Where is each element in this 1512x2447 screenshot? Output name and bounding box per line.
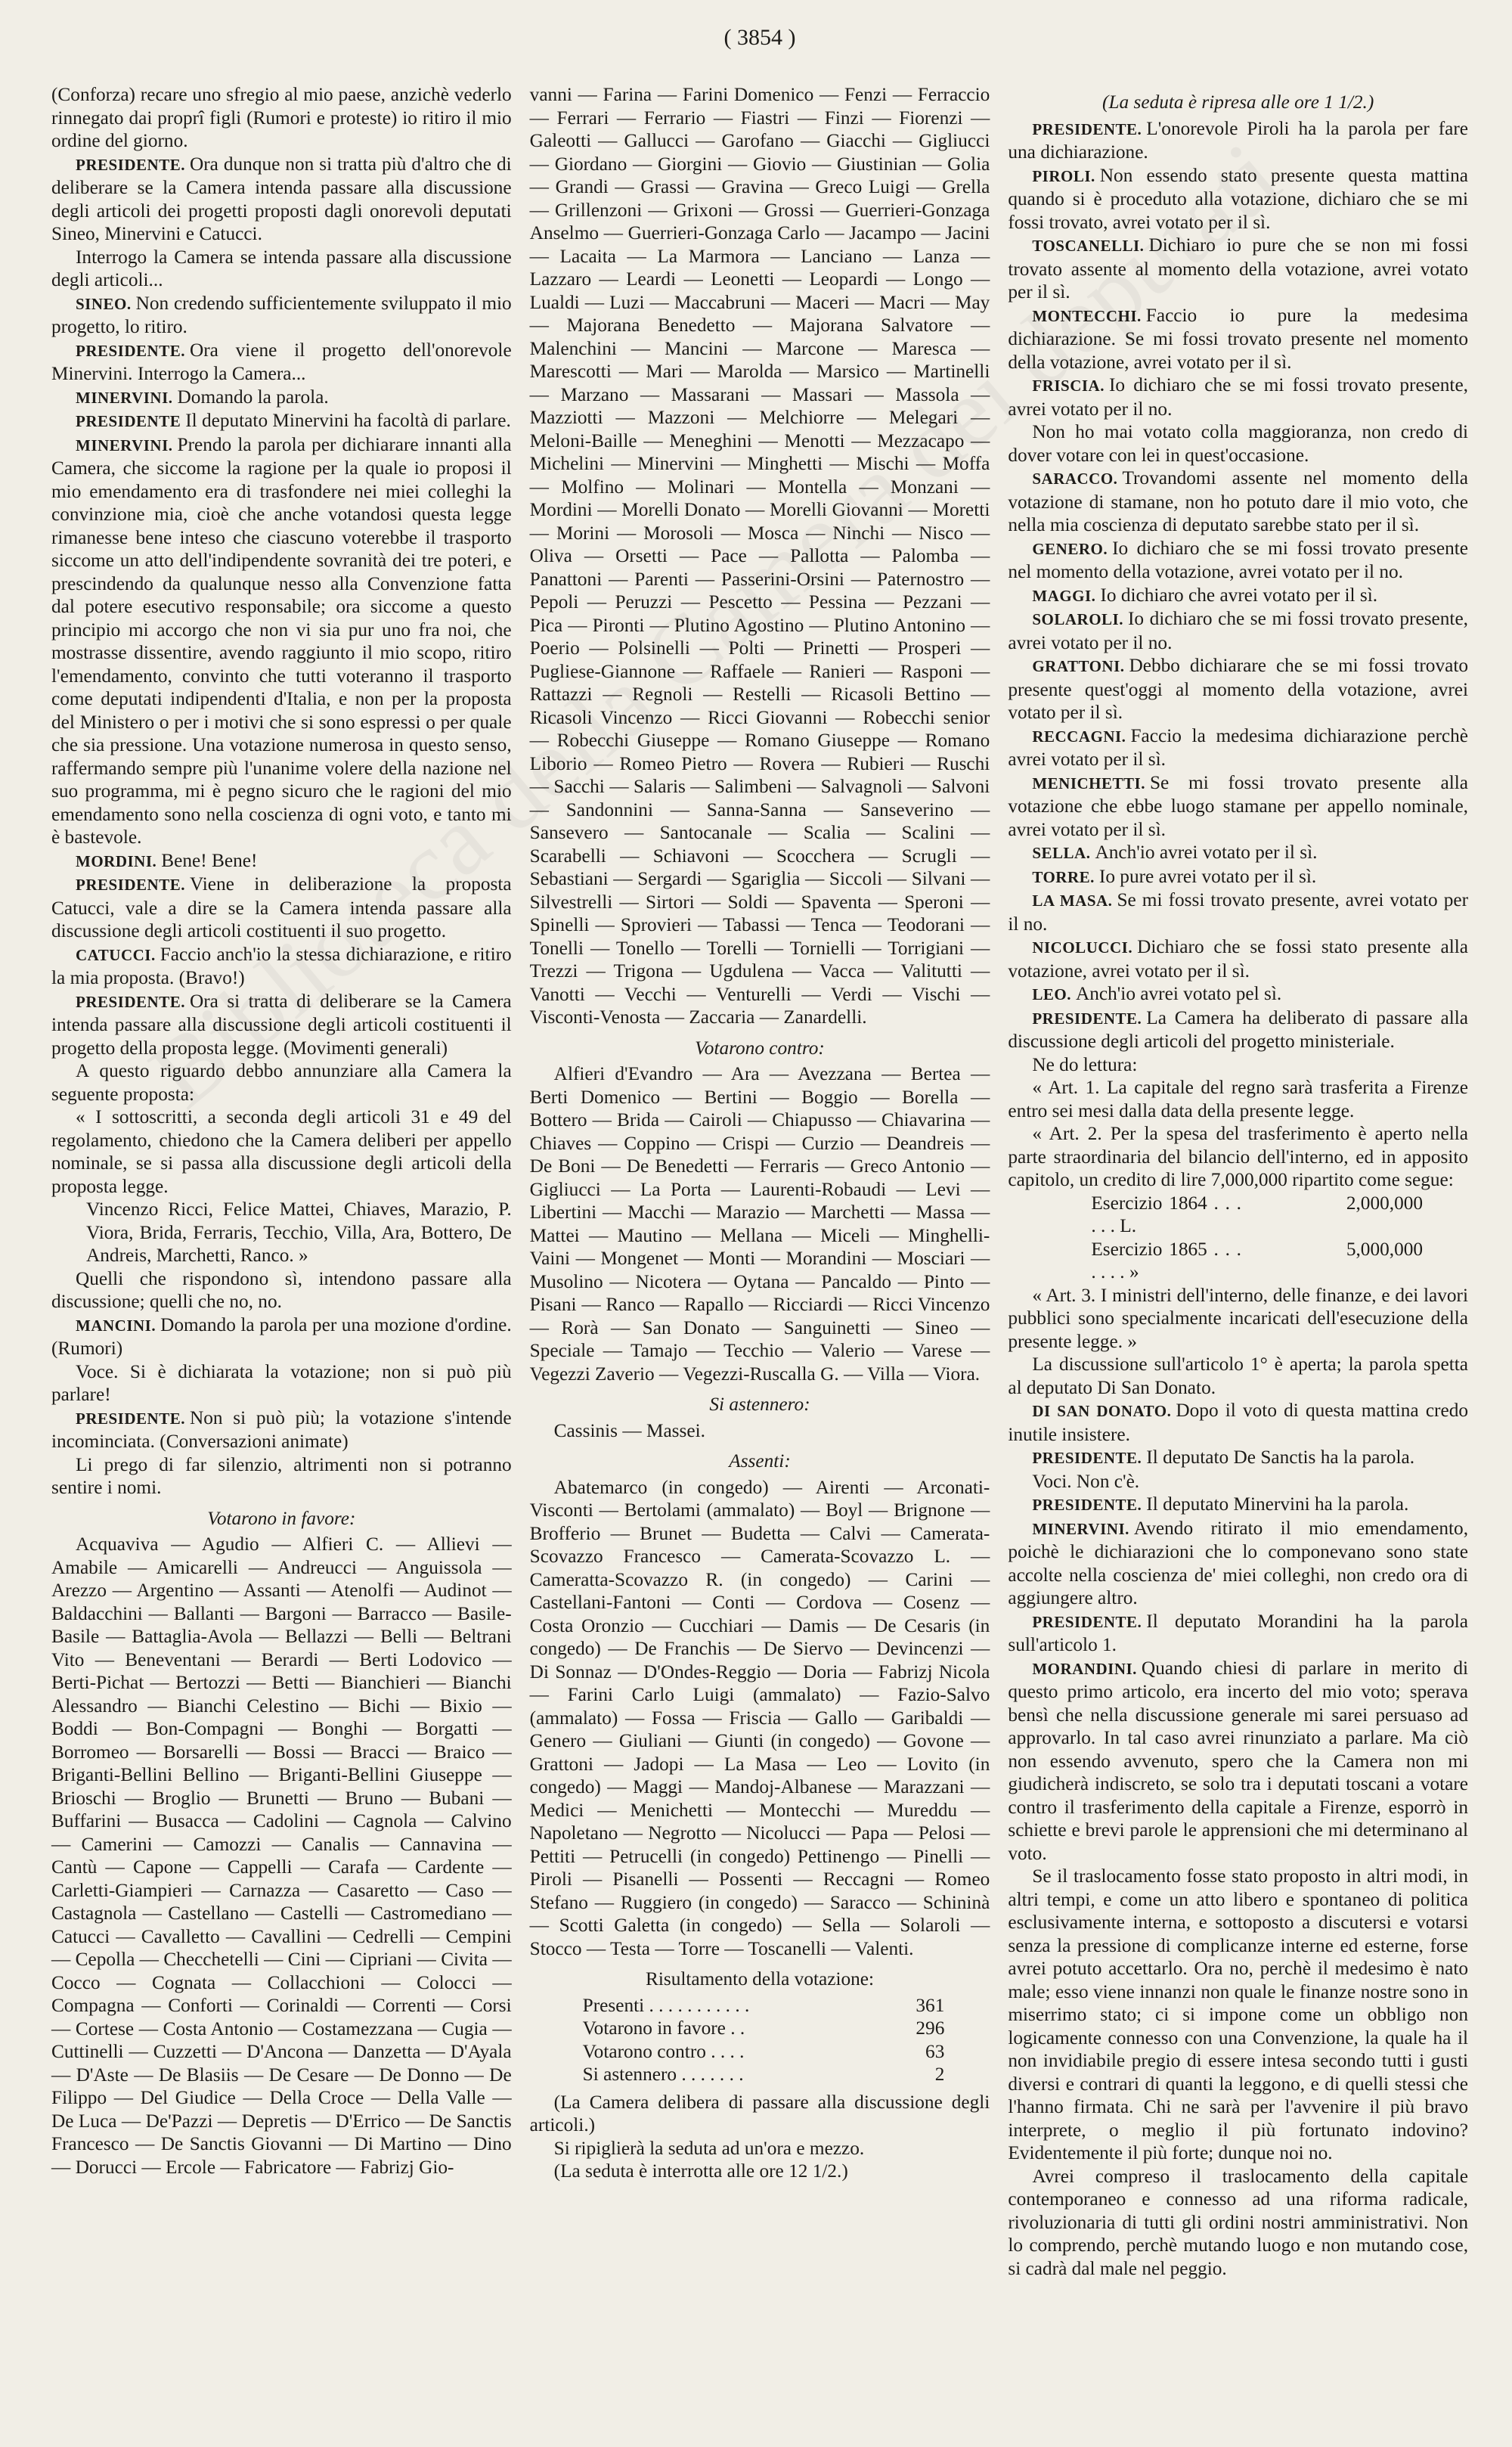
paragraph	[1008, 304, 1468, 374]
paragraph-text: vanni — Farina — Farini Domenico — Fenzi — Ferraccio — Ferrari — Ferrario — Fiastri — Finzi — Fiorenzi — Galeotti — Gallucci — Garofano — Giacchi — Gigliucci — Giordano — Giorgini — Giovio — Giustinian — Golia — Grandi — Grassi — Gravina — Greco Luigi — Grella — Grillenzoni — Grixoni — Grossi — Guerrieri-Gonzaga Anselmo — Guerrieri-Gonzaga Carlo — Jacampo — Jacini — Lacaita — La Marmora — Lanciano — Lanza — Lazzaro — Leardi — Leonetti — Leopardi — Longo — Lualdi — Luzi — Maccabruni — Maceri — Macri — May — Majorana Benedetto — Majorana Salvatore — Malenchini — Mancini — Marcone — Maresca — Marescotti — Mari — Marolda — Marsico — Martinelli — Marzano — Massarani — Massari — Massola — Mazziotti — Mazzoni — Melchiorre — Melegari — Meloni-Baille — Meneghini — Menotti — Mezzacapo — Michelini — Minervini — Minghetti — Mischi — Moffa — Molfino — Molinari — Montella — Monzani — Mordini — Morelli Donato — Morelli Giovanni — Moretti — Morini — Morosoli — Mosca — Ninchi — Nisco — Oliva — Orsetti — Pace — Pallotta — Palomba — Panattoni — Parenti — Passerini-Orsini — Paternostro — Pepoli — Peruzzi — Pescetto — Pessina — Pezzani — Pica — Pironti — Plutino Agostino — Plutino Antonino — Poerio — Polsinelli — Polti — Prinetti — Prosperi — Pugliese-Giannone — Raffaele — Ranieri — Rasponi — Rattazzi — Regnoli — Restelli — Ricasoli Bettino — Ricasoli Vincenzo — Ricci Giovanni — Robecchi senior — Robecchi Giuseppe — Romano Giuseppe — Romano Liborio — Romeo Pietro — Rovera — Rubieri — Ruschi — Sacchi — Salaris — Salimbeni — Salvagnoli — Salvoni — Sandonnini — Sanna-Sanna — Sanseverino — Sansevero — Santocanale — Scalia — Scalini — Scarabelli — Schiavoni — Scocchera — Scrugli — Sebastiani — Sergardi — Sgariglia — Siccoli — Silvani — Silvestrelli — Sirtori — Soldi — Spaventa — Speroni — Spinelli — Sprovieri — Tabassi — Tenca — Teodorani — Tonelli — Tonello — Torelli — Tornielli — Torrigiani — Trezzi — Trigona — Ugdulena — Vacca — Valitutti — Vanotti — Vecchi — Venturelli — Verdi — Vischi — Visconti-Venosta — Zaccaria — Zanardelli.	[529, 84, 990, 1028]
speaker-name: MINERVINI.	[76, 436, 173, 454]
paragraph	[1008, 935, 1468, 982]
paragraph-text: Non si può più; la votazione s'intende incominciata. (Conversazioni animate)	[51, 1406, 512, 1452]
column-middle	[530, 83, 990, 2280]
appropriation-label: Esercizio 1864 . . . . . . L.	[1091, 1192, 1242, 1236]
paragraph	[530, 1062, 990, 1385]
paragraph	[530, 2137, 990, 2160]
tally-label: Presenti . . . . . . . . . . .	[582, 1994, 750, 2016]
speaker-name: PRESIDENTE.	[1032, 119, 1142, 138]
paragraph-text: Dichiaro io pure che se non mi fossi trovato assente al momento della votazione, avrei votato per il sì.	[1008, 234, 1469, 302]
paragraph	[530, 1476, 990, 1961]
tally-title: Risultamento della votazione:	[645, 1968, 875, 1990]
speaker-name: MINERVINI.	[1032, 1519, 1129, 1538]
appropriation-amount: 5,000,000	[1346, 1238, 1424, 1260]
paragraph	[1008, 1076, 1468, 1122]
section-heading	[1008, 91, 1468, 114]
paragraph	[51, 153, 512, 246]
speaker-name: MORDINI.	[76, 851, 157, 870]
paragraph	[1008, 1610, 1468, 1657]
tally-value: 63	[925, 2040, 945, 2062]
paragraph	[51, 873, 512, 943]
paragraph-text: Non ho mai votato colla maggioranza, non credo di dover votare con lei in quest'occasione.	[1008, 421, 1469, 466]
paragraph-text: (Conforza) recare uno sfregio al mio paese, anzichè vederlo rinnegato dai proprî figli (Rumori e proteste) io ritiro il mio ordine del giorno.	[51, 84, 512, 151]
paragraph	[530, 83, 990, 1029]
paragraph-text: La discussione sull'articolo 1° è aperta; la parola spetta al deputato Di San Donato.	[1008, 1354, 1469, 1398]
speaker-name: PRESIDENTE	[76, 412, 181, 430]
paragraph	[51, 409, 512, 433]
paragraph-text: Ne do lettura:	[1032, 1053, 1138, 1075]
speaker-name: GRATTONI.	[1032, 657, 1125, 675]
paragraph	[51, 386, 512, 410]
paragraph	[1008, 164, 1468, 234]
paragraph	[1008, 724, 1468, 771]
paragraph-text: Alfieri d'Evandro — Ara — Avezzana — Bertea — Berti Domenico — Bertini — Boggio — Borella — Bottero — Brida — Cairoli — Chiapusso — Chiavarina — Chiaves — Coppino — Crispi — Curzio — Deandreis — De Boni — De Benedetti — Ferraris — Greco Antonio — Gigliucci — La Porta — Laurenti-Robaudi — Levi — Libertini — Macchi — Marazio — Marchetti — Massa — Mattei — Mautino — Mellana — Miceli — Minghelli-Vaini — Mongenet — Monti — Morandini — Mosciari — Musolino — Nicotera — Oytana — Pancaldo — Pinto — Pisani — Ranco — Rapallo — Ricciardi — Ricci Vincenzo — Rorà — San Donato — Sanguinetti — Sineo — Speciale — Tamajo — Tecchio — Valerio — Varese — Vegezzi Zaverio — Vegezzi-Ruscalla G. — Villa — Viora.	[529, 1063, 990, 1385]
paragraph-text: Si ripiglierà la seduta ad un'ora e mezzo.	[553, 2137, 865, 2159]
paragraph-text: Il deputato Minervini ha la parola.	[1146, 1493, 1409, 1515]
paragraph-text: Bene! Bene!	[161, 849, 258, 871]
speaker-name: MANCINI.	[76, 1316, 156, 1335]
paragraph	[1008, 865, 1468, 889]
column-left	[51, 83, 512, 2280]
paragraph-text: Debbo dichiarare che se mi fossi trovato presente quest'oggi al momento della votazione, avrei votato per il sì.	[1008, 655, 1469, 723]
tally-row	[530, 2040, 990, 2064]
appropriation-label: Esercizio 1865 . . . . . . . »	[1091, 1238, 1242, 1282]
paragraph-text: « Art. 2. Per la spesa del trasferimento è aperto nella parte straordinaria del bilancio dell'interno, ed in apposito capitolo, un credito di lire 7,000,000 ripartito come segue:	[1008, 1123, 1469, 1190]
speaker-name: SELLA.	[1032, 844, 1091, 862]
paragraph	[1008, 1493, 1468, 1517]
tally-row	[530, 2017, 990, 2040]
paragraph-text: Se mi fossi trovato presente alla votazione che ebbe luogo stamane per appello nominale, avrei votato per il sì.	[1008, 771, 1469, 840]
paragraph	[51, 943, 512, 990]
paragraph	[1008, 1053, 1468, 1077]
paragraph-text: L'onorevole Piroli ha la parola per fare una dichiarazione.	[1008, 117, 1469, 163]
paragraph	[1008, 374, 1468, 420]
paragraph	[1008, 1517, 1468, 1610]
paragraph-text: Il deputato Minervini ha facoltà di parlare.	[185, 410, 511, 431]
paragraph	[1008, 1353, 1468, 1399]
appropriation-row	[1008, 1238, 1468, 1284]
paragraph-text: Domando la parola per una mozione d'ordine. (Rumori)	[51, 1313, 512, 1359]
paragraph-text: Si astennero:	[709, 1394, 810, 1415]
paragraph	[1008, 420, 1468, 467]
paragraph	[51, 1198, 512, 1267]
tally-value: 296	[916, 2017, 945, 2039]
paragraph-text: (La Camera delibera di passare alla discussione degli articoli.)	[529, 2091, 990, 2135]
paragraph	[1008, 234, 1468, 304]
paragraph-text: Voci. Non c'è.	[1032, 1470, 1140, 1492]
speaker-name: MINERVINI.	[76, 388, 173, 407]
paragraph-text: Anch'io avrei votato per il sì.	[1095, 842, 1318, 863]
speaker-name: GENERO.	[1032, 539, 1108, 558]
speaker-name: PRESIDENTE.	[1032, 1612, 1142, 1631]
paragraph	[1008, 1470, 1468, 1493]
paragraph-text: Se mi fossi trovato presente, avrei votato per il no.	[1008, 889, 1469, 935]
paragraph-text: Quelli che rispondono sì, intendono passare alla discussione; quelli che no, no.	[51, 1267, 512, 1312]
tally-label: Votarono in favore . .	[582, 2017, 745, 2039]
paragraph-text: Interrogo la Camera se intenda passare alla discussione degli articoli...	[51, 246, 512, 290]
speaker-name: MAGGI.	[1032, 586, 1096, 605]
speaker-name: PRESIDENTE.	[76, 155, 185, 174]
paragraph-text: Io pure avrei votato per il sì.	[1098, 865, 1317, 887]
paragraph	[51, 1267, 512, 1313]
paragraph-text: Assenti:	[729, 1450, 791, 1472]
paragraph-text: A questo riguardo debbo annunziare alla Camera la seguente proposta:	[51, 1060, 512, 1105]
paragraph-text: La Camera ha deliberato di passare alla discussione degli articoli del progetto ministeriale.	[1008, 1006, 1469, 1052]
paragraph	[1008, 771, 1468, 842]
speaker-name: PRESIDENTE.	[1032, 1009, 1142, 1028]
paragraph	[51, 1453, 512, 1500]
tally-value: 361	[916, 1994, 945, 2016]
paragraph-text: Vincenzo Ricci, Felice Mattei, Chiaves, Marazio, P. Viora, Brida, Ferraris, Tecchio, Villa, Ara, Bottero, De Andreis, Marchetti, Ranco. »	[86, 1199, 512, 1266]
speaker-name: SOLAROLI.	[1032, 610, 1123, 628]
paragraph-text: Prendo la parola per dichiarare innanti alla Camera, che siccome la ragione per la quale io proposi il mio emendamento era di trasfondere nei miei colleghi la convinzione mia, cioè che anche votandosi questa legge rimanesse bene inteso che ciascuno voterebbe il trasporto siccome un atto dell'indipendente sovranità dei tre poteri, e prescindendo da qualunque nesso alla Convenzione fatta dal potere esecutivo responsabile; ora siccome a questo principio mi accorgo che non vi sia pur uno fra noi, che mostrasse dissentire, avendo raggiunto il mio scopo, ritiro l'emendamento, convinto che tutti voteranno il trasporto come deputati indipendenti d'Italia, e non per la proposta del Ministero o per i motivi che si sono espressi o per quale che sia pressione. Una votazione numerosa in questo senso, raffermando sempre più l'unanime volere della nazione nel suo programma, mi è pegno sicuro che le ragioni del mio emendamento sono nella coscienza di ogni voto, e tanto mi è bastevole.	[51, 433, 512, 848]
speaker-name: DI SAN DONATO.	[1032, 1402, 1172, 1420]
vote-tally	[530, 1968, 990, 2086]
paragraph	[1008, 1399, 1468, 1446]
paragraph-text: Dopo il voto di questa mattina credo inutile insistere.	[1008, 1400, 1468, 1445]
paragraph-text: Io dichiaro che se mi fossi trovato presente, avrei votato per il no.	[1008, 374, 1469, 420]
paragraph	[1008, 1122, 1468, 1192]
paragraph	[1008, 117, 1468, 164]
paragraph	[530, 2160, 990, 2183]
speaker-name: CATUCCI.	[76, 945, 156, 964]
paragraph	[1008, 607, 1468, 654]
paragraph	[1008, 982, 1468, 1006]
speaker-name: MENICHETTI.	[1032, 774, 1145, 792]
paragraph	[51, 433, 512, 849]
tally-value: 2	[934, 2064, 945, 2085]
paragraph-text: « Art. 1. La capitale del regno sarà trasferita a Firenze entro sei mesi dalla data della presente legge.	[1008, 1077, 1469, 1121]
paragraph-text: Viene in deliberazione la proposta Catucci, vale a dire se la Camera intenda passare alla discussione degli articoli costituenti il suo progetto.	[51, 873, 512, 941]
speaker-name: PIROLI.	[1032, 166, 1095, 185]
paragraph	[1008, 584, 1468, 608]
paragraph-text: (La seduta è ripresa alle ore 1 1/2.)	[1102, 91, 1374, 113]
paragraph	[51, 1406, 512, 1453]
speaker-name: PRESIDENTE.	[1032, 1449, 1142, 1467]
paragraph-text: « Art. 3. I ministri dell'interno, delle finanze, e dei lavori pubblici sono specialmente incaricati dell'esecuzione della presente legge. »	[1008, 1284, 1469, 1352]
text-columns	[51, 83, 1468, 2280]
section-heading	[530, 1393, 990, 1416]
paragraph	[1008, 841, 1468, 865]
speaker-name: SARACCO.	[1032, 470, 1118, 488]
paragraph-text: Ora si tratta di deliberare se la Camera intenda passare alla discussione degli articoli costituenti il progetto della proposta legge. (Movimenti generali)	[51, 990, 512, 1059]
speaker-name: TORRE.	[1032, 867, 1095, 886]
column-right	[1008, 83, 1468, 2280]
paragraph-text: Faccio anch'io la stessa dichiarazione, e ritiro la mia proposta. (Bravo!)	[51, 943, 512, 988]
paragraph-text: Io dichiaro che se mi fossi trovato presente nel momento della votazione, avrei votato per il no.	[1008, 537, 1469, 582]
paragraph	[51, 246, 512, 292]
paragraph	[1008, 1865, 1468, 2165]
paragraph-text: Votarono in favore:	[207, 1507, 356, 1529]
paragraph-text: Dichiaro che se fossi stato presente alla votazione, avrei votato per il sì.	[1008, 936, 1469, 982]
paragraph	[51, 849, 512, 873]
paragraph	[1008, 2165, 1468, 2281]
paragraph-text: Io dichiaro che se mi fossi trovato presente, avrei votato per il no.	[1008, 608, 1469, 653]
paragraph	[1008, 889, 1468, 935]
speaker-name: PRESIDENTE.	[76, 1409, 185, 1428]
paragraph	[51, 1059, 512, 1106]
speaker-name: RECCAGNI.	[1032, 727, 1126, 746]
paragraph-text: Avrei compreso il traslocamento della capitale contemporaneo e connesso ad una riforma radicale, rivoluzionaria di tutti gli ordini nostri amministrativi. Non lo comprendo, perchè mutando luogo e non mutando cose, si cadrà dal male nel peggio.	[1008, 2165, 1469, 2279]
speaker-name: MORANDINI.	[1032, 1659, 1137, 1678]
paragraph-text: Faccio io pure la medesima dichiarazione. Se mi fossi trovato presente nel momento della votazione, avrei votato per il sì.	[1008, 304, 1469, 373]
speaker-name: FRISCIA.	[1032, 377, 1105, 395]
paragraph	[530, 1419, 990, 1443]
tally-label: Si astennero . . . . . . .	[582, 2064, 744, 2085]
paragraph	[1008, 1006, 1468, 1053]
paragraph	[1008, 537, 1468, 584]
speaker-name: MONTECCHI.	[1032, 306, 1142, 325]
paragraph-text: Faccio la medesima dichiarazione perchè avrei votato per il sì.	[1008, 724, 1469, 770]
paragraph-text: Ora dunque non si tratta più d'altro che di deliberare se la Camera intenda passare alla discussione degli articoli dei progetti proposti dagli onorevoli deputati Sineo, Minervini e Catucci.	[51, 153, 512, 244]
speaker-name: LA MASA.	[1032, 892, 1113, 910]
paragraph-text: Abatemarco (in congedo) — Airenti — Arconati-Visconti — Bertolami (ammalato) — Boyl — Brignone — Brofferio — Brunet — Budetta — Calvi — Camerata-Scovazzo Francesco — Camerata-Scovazzo L. — Cameratta-Scovazzo R. (in congedo) — Carini — Castellani-Fantoni — Conti — Cordova — Cosenz — Costa Oronzio — Cucchiari — Damis — De Cesaris (in congedo) — De Franchis — De Siervo — Devincenzi — Di Sonnaz — D'Ondes-Reggio — Doria — Fabrizj Nicola — Farini Carlo Luigi (ammalato) — Fazio-Salvo (ammalato) — Fossa — Friscia — Gallo — Garibaldi — Genero — Giuliani — Giunti (in congedo) — Govone — Grattoni — Jadopi — La Masa — Leo — Lovito (in congedo) — Maggi — Mandoj-Albanese — Marazzani — Medici — Menichetti — Montecchi — Mureddu — Napoletano — Negrotto — Nicolucci — Papa — Pelosi — Pettiti — Petrucelli (in congedo) Pettinengo — Pinelli — Piroli — Pisanelli — Possenti — Reccagni — Romeo Stefano — Ruggiero (in congedo) — Saracco — Schininà — Scotti Galetta (in congedo) — Sella — Solaroli — Stocco — Testa — Torre — Toscanelli — Valenti.	[529, 1476, 990, 1959]
paragraph	[51, 1533, 512, 2179]
section-heading	[530, 1037, 990, 1060]
tally-row	[530, 1994, 990, 2017]
speaker-name: LEO.	[1032, 985, 1071, 1003]
paragraph-text: « I sottoscritti, a seconda degli articoli 31 e 49 del regolamento, chiedono che la Camera deliberi per appello nominale, se si passa alla discussione degli articoli della proposta legge.	[51, 1106, 512, 1197]
paragraph-text: Cassinis — Massei.	[553, 1419, 705, 1441]
speaker-name: TOSCANELLI.	[1032, 237, 1145, 255]
paragraph-text: Non credendo sufficientemente sviluppato il mio progetto, lo ritiro.	[51, 292, 512, 337]
paragraph	[1008, 1657, 1468, 1865]
paragraph-text: Il deputato De Sanctis ha la parola.	[1146, 1447, 1415, 1468]
paragraph-text: Io dichiaro che avrei votato per il sì.	[1100, 584, 1378, 606]
paragraph-text: Domando la parola.	[177, 386, 329, 408]
paragraph-text: Li prego di far silenzio, altrimenti non si potranno sentire i nomi.	[51, 1453, 512, 1498]
paragraph-text: Ora viene il progetto dell'onorevole Minervini. Interrogo la Camera...	[51, 339, 512, 384]
paragraph-text: Acquaviva — Agudio — Alfieri C. — Allievi — Amabile — Amicarelli — Andreucci — Anguissola — Arezzo — Argentino — Assanti — Atenolfi — Audinot — Baldacchini — Ballanti — Bargoni — Barracco — Basile-Basile — Battaglia-Avola — Bellazzi — Belli — Beltrani Vito — Beneventani — Berardi — Berti Lodovico — Berti-Pichat — Bertozzi — Betti — Bianchieri — Bianchi Alessandro — Bianchi Celestino — Bichi — Bixio — Boddi — Bon-Compagni — Bonghi — Borgatti — Borromeo — Borsarelli — Bossi — Bracci — Braico — Briganti-Bellini Bellino — Briganti-Bellini Giuseppe — Brioschi — Broglio — Brunetti — Bruno — Bubani — Buffarini — Busacca — Cadolini — Cagnola — Calvino — Camerini — Camozzi — Canalis — Cannavina — Cantù — Capone — Cappelli — Carafa — Cardente — Carletti-Giampieri — Carnazza — Casaretto — Caso — Castagnola — Castellano — Castelli — Castromediano — Catucci — Cavalletto — Cavallini — Cedrelli — Cempini — Cepolla — Checchetelli — Cini — Cipriani — Civita — Cocco — Cognata — Collacchioni — Colocci — Compagna — Conforti — Corinaldi — Correnti — Corsi — Cortese — Costa Antonio — Costamezzana — Cugia — Cuttinelli — Cuzzetti — D'Ancona — Danzetta — D'Ayala — D'Aste — De Blasiis — De Cesare — De Donno — De Filippo — Del Giudice — Della Croce — Della Valle — De Luca — De'Pazzi — Depretis — D'Errico — De Sanctis Francesco — De Sanctis Giovanni — Di Martino — Dino — Dorucci — Ercole — Fabricatore — Fabrizj Gio-	[51, 1534, 512, 2178]
paragraph	[1008, 1446, 1468, 1470]
paragraph	[51, 339, 512, 386]
paragraph	[1008, 654, 1468, 724]
speaker-name: SINEO.	[76, 294, 132, 313]
paragraph	[530, 2091, 990, 2137]
speaker-name: PRESIDENTE.	[1032, 1496, 1142, 1514]
paragraph-text: Il deputato Morandini ha la parola sull'articolo 1.	[1008, 1610, 1469, 1655]
paragraph	[51, 1313, 512, 1360]
appropriation-row	[1008, 1192, 1468, 1238]
paragraph-text: (La seduta è interrotta alle ore 12 1/2.)	[553, 2160, 848, 2182]
appropriation-amount: 2,000,000	[1346, 1192, 1424, 1214]
paragraph-text: Anch'io avrei votato pel sì.	[1075, 983, 1282, 1004]
paragraph-text: Non essendo stato presente questa mattina quando si è proceduto alla votazione, dichiaro che se mi fossi trovato, avrei votato per il sì.	[1008, 164, 1469, 233]
speaker-name: PRESIDENTE.	[76, 992, 185, 1011]
section-heading	[530, 1450, 990, 1473]
paragraph-text: Voce. Si è dichiarata la votazione; non si può più parlare!	[51, 1360, 512, 1405]
speaker-name: PRESIDENTE.	[76, 876, 185, 894]
paragraph	[51, 1106, 512, 1198]
paragraph-text: Avendo ritirato il mio emendamento, poichè le dichiarazioni che lo componevano sono state accolte nella coscienza de' miei colleghi, non credo ora di aggiungere altro.	[1008, 1517, 1469, 1608]
paragraph-text: Votarono contro:	[695, 1037, 825, 1059]
speaker-name: NICOLUCCI.	[1032, 938, 1133, 957]
tally-row	[530, 2063, 990, 2086]
paragraph	[51, 1360, 512, 1406]
paragraph	[51, 292, 512, 339]
speaker-name: PRESIDENTE.	[76, 341, 185, 360]
page-number: ( 3854 )	[723, 25, 796, 50]
paragraph	[1008, 467, 1468, 537]
paragraph	[51, 990, 512, 1060]
paragraph	[51, 83, 512, 153]
paragraph-text: Quando chiesi di parlare in merito di questo primo articolo, era incerto del mio voto; sperava bensì che nella discussione generale mi sarei persuaso ad approvarlo. In tal caso avrei rinunziato a parlare. Ma ciò non essendo avvenuto, spero che la Camera non mi giudicherà indiscreto, se solo tra i deputati toscani a votare contro il trasferimento della capitale a Firenze, esporrò in schiette e brevi parole le apprensioni che mi determinano al voto.	[1008, 1657, 1469, 1864]
section-heading	[51, 1507, 512, 1531]
paragraph-text: Trovandomi assente nel momento della votazione di stamane, non ho potuto dare il mio voto, che nella mia coscienza di deputato sarebbe stato per il sì.	[1008, 467, 1469, 535]
paragraph	[1008, 1284, 1468, 1354]
paragraph-text: Se il traslocamento fosse stato proposto in altri modi, in altri tempi, e come un atto libero e spontaneo di politica esclusivamente interna, e sottoposto a discutersi e votarsi senza la pressione di complicanze interne ed esterne, forse avrei potuto accettarlo. Ora no, perchè il medesimo è nato male; esso viene innanzi non quale le finanze nostre sono in miserrimo stato; ci si impone come un obbligo non logicamente connesso con una Convenzione, la quale ha il non invidiabile pregio di essere intesa secondo tutti i gusti diversi e contrari di quanti la leggono, e di quelli stessi che l'hanno firmata. Chi ne sarà per l'avvenire il più bravo interprete, o meglio il più fortunato indovino? Evidentemente il più forte; dunque noi no.	[1008, 1865, 1469, 2163]
tally-label: Votarono contro . . . .	[582, 2040, 745, 2062]
